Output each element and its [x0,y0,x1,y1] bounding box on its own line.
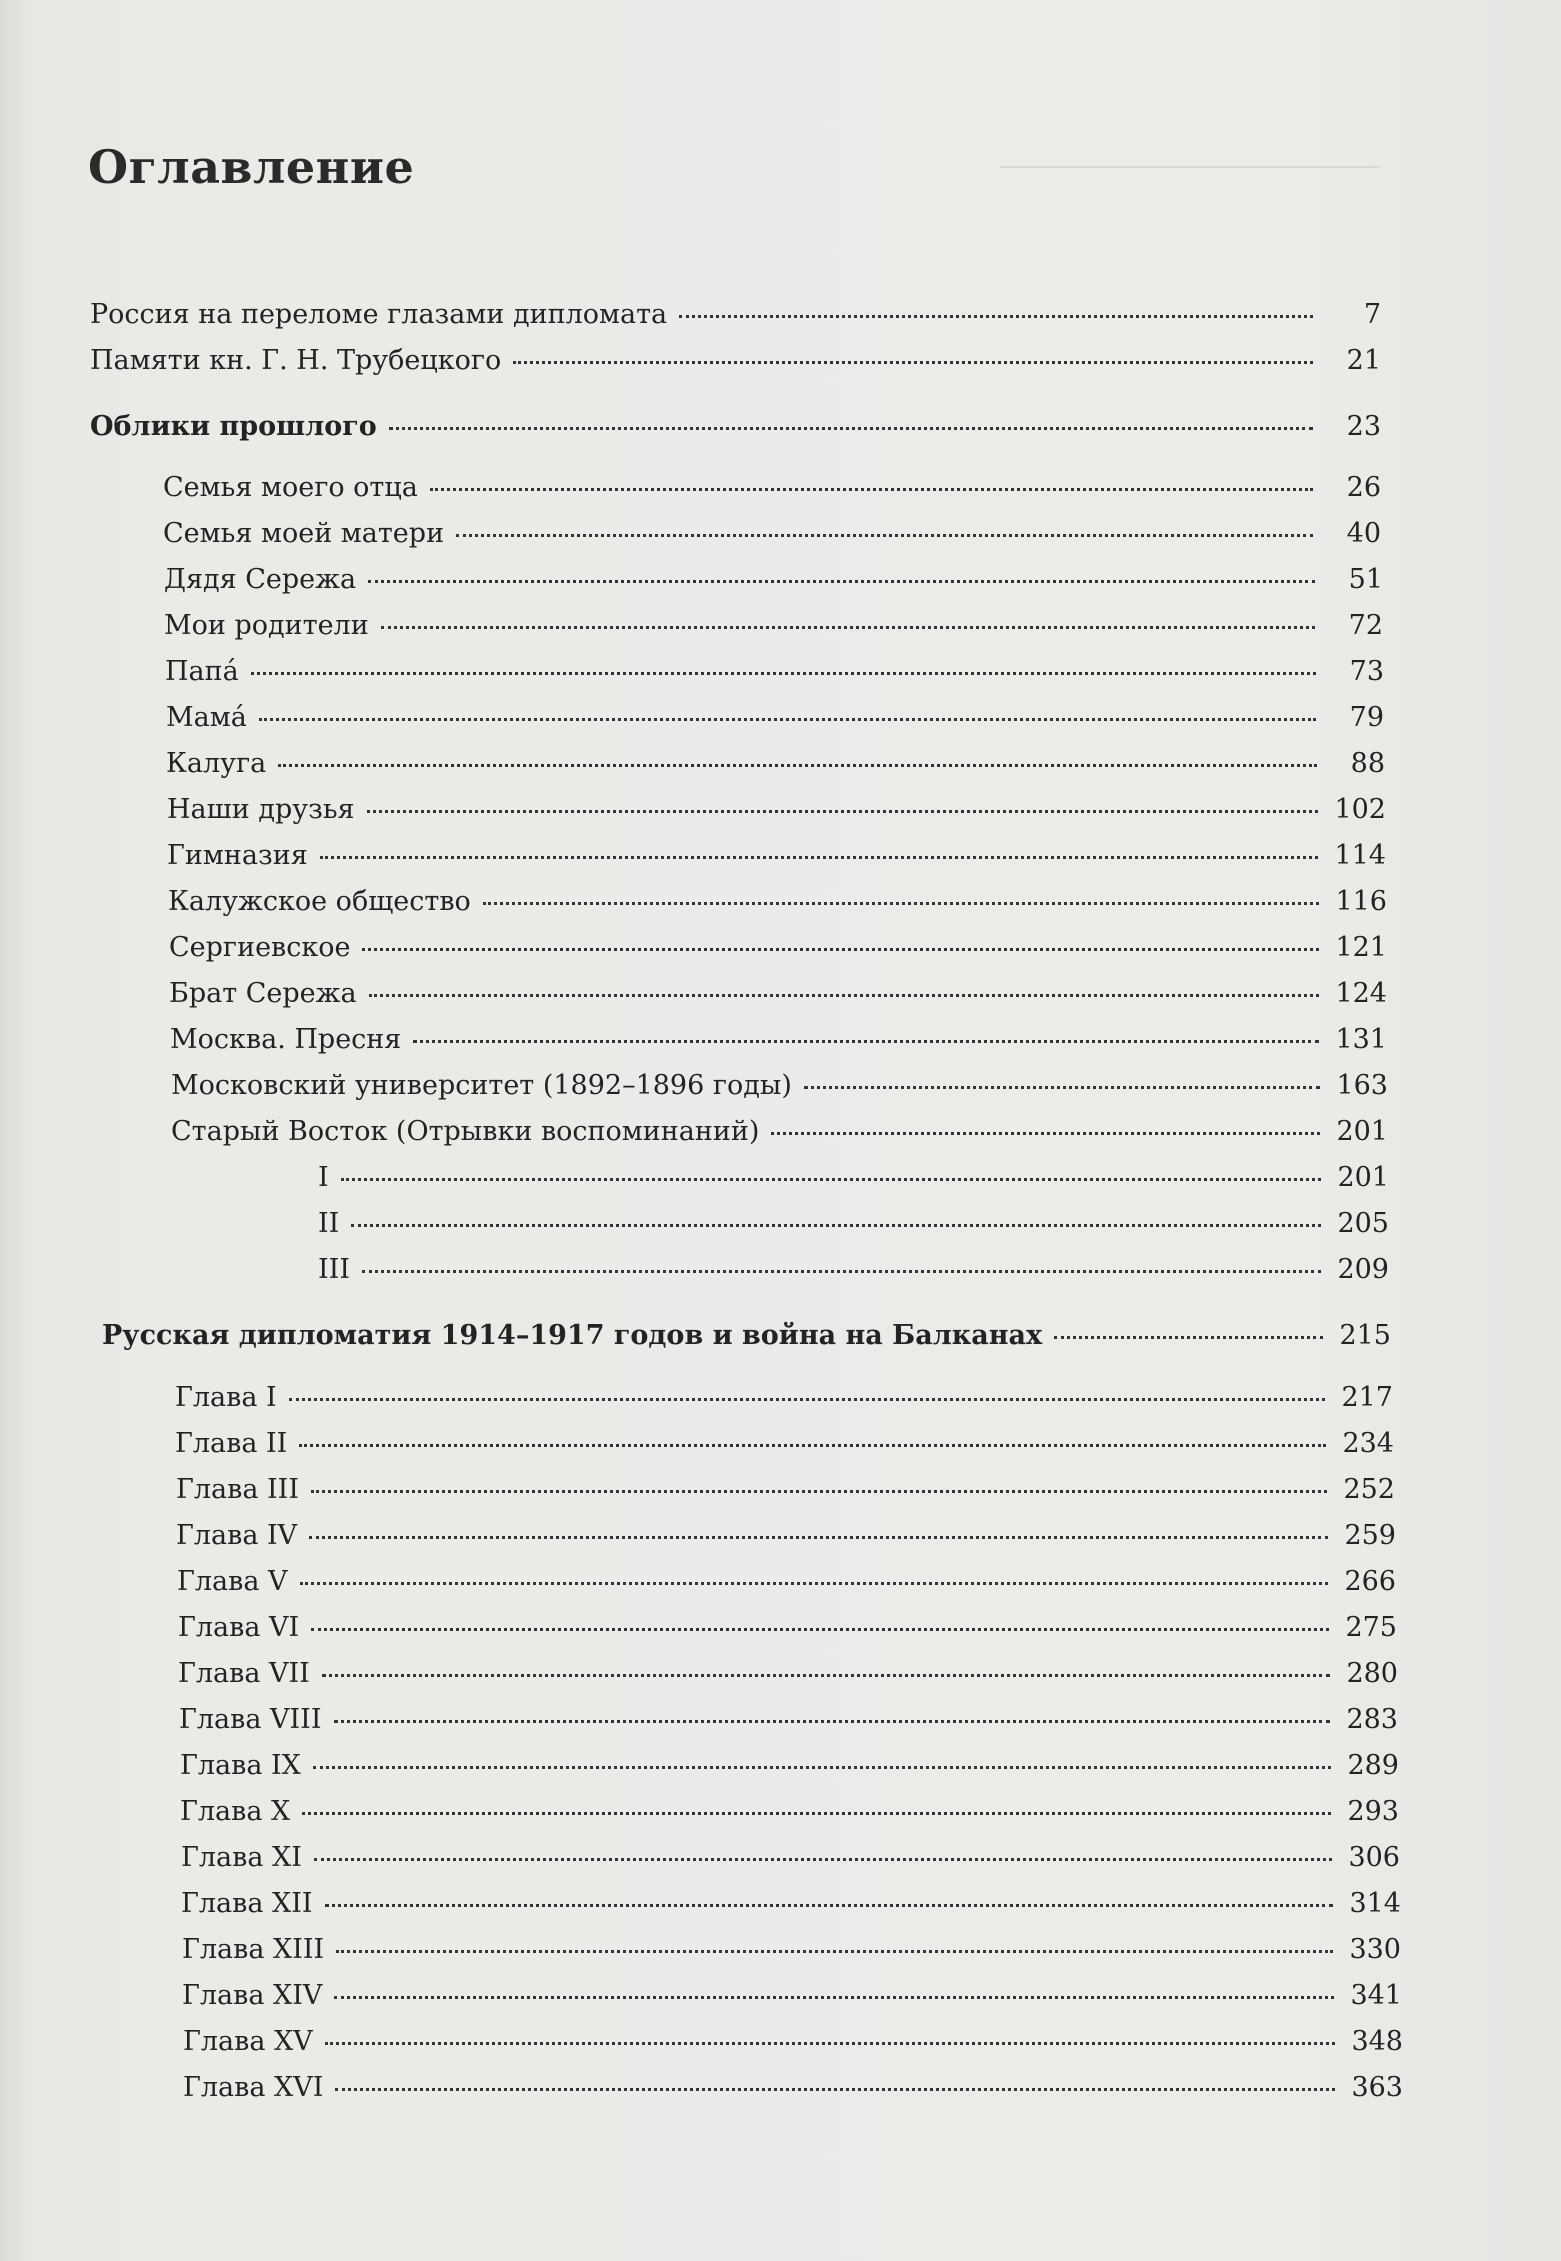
toc-page-number: 314 [1349,1888,1401,1919]
dot-leader [362,1269,1321,1273]
toc-entry [181,1886,1401,1926]
toc-page-number: 124 [1335,978,1387,1009]
dot-leader [369,993,1319,997]
toc-entry [177,1564,1396,1604]
toc-page-number: 26 [1346,472,1381,503]
toc-entry-label: Глава XI [181,1842,302,1873]
toc-entry [167,792,1386,832]
toc-page-number: 131 [1335,1024,1387,1055]
dot-leader [313,1765,1331,1769]
toc-page-number: 283 [1346,1704,1398,1735]
toc-page-number: 293 [1347,1796,1399,1827]
toc-entry [164,562,1383,602]
toc-entry [179,1702,1398,1742]
toc-entry [318,1206,1389,1246]
toc-page-number: 40 [1346,518,1381,549]
toc-page-number: 289 [1347,1750,1399,1781]
dot-leader [325,1903,1333,1907]
toc-page-number: 280 [1346,1658,1398,1689]
dot-leader [259,717,1316,721]
toc-entry [165,654,1384,694]
toc-page-number: 275 [1345,1612,1397,1643]
toc-page-number: 348 [1351,2026,1403,2057]
toc-entry-label: Брат Сережа [169,978,357,1009]
toc-page-number: 266 [1344,1566,1396,1597]
dot-leader [456,533,1313,537]
toc-page-number: 23 [1346,411,1381,442]
toc-entry-label: Семья моего отца [163,472,418,503]
toc-entry-label: Русская дипломатия 1914–1917 годов и война на Балканах [102,1320,1043,1351]
page-title: Оглавление [88,140,415,194]
toc-section-heading [102,1318,1391,1358]
dot-leader [430,487,1313,491]
toc-entry-label: Старый Восток (Отрывки воспоминаний) [171,1116,760,1147]
dot-leader [368,579,1315,583]
toc-entry [175,1380,1393,1420]
toc-entry [90,343,1381,383]
toc-entry [170,1022,1387,1062]
toc-entry-label: Глава IV [176,1520,298,1551]
dot-leader [314,1857,1332,1861]
toc-page-number: 234 [1342,1428,1394,1459]
toc-entry-label: II [318,1208,340,1239]
dot-leader [311,1489,1327,1493]
toc-entry-label: Глава XV [183,2026,313,2057]
dot-leader [362,947,1319,951]
dot-leader [289,1397,1325,1401]
toc-entry-label: Калужское общество [168,886,471,917]
dot-leader [804,1085,1320,1089]
toc-entry [318,1252,1389,1292]
toc-entry-label: Глава X [180,1796,291,1827]
toc-page-number: 102 [1334,794,1386,825]
toc-entry-label: Семья моей матери [163,518,445,549]
toc-entry-label: Глава VIII [179,1704,322,1735]
toc-entry-label: Глава II [175,1428,288,1459]
toc-page-number: 163 [1336,1070,1388,1101]
toc-page-number: 21 [1346,345,1381,376]
dot-leader [322,1673,1330,1677]
toc-entry [180,1794,1399,1834]
toc-entry [180,1748,1399,1788]
toc-entry-label: Глава XIV [182,1980,323,2011]
dot-leader [771,1131,1320,1135]
toc-entry [166,700,1384,740]
toc-entry-label: I [318,1162,329,1193]
toc-entry [167,838,1386,878]
toc-entry [169,976,1387,1016]
toc-entry [178,1610,1397,1650]
toc-entry-label: Дядя Сережа [164,564,357,595]
dot-leader [483,901,1319,905]
toc-entry [169,930,1387,970]
dot-leader [351,1223,1321,1227]
toc-entry [182,1978,1402,2018]
toc-entry [183,2070,1403,2110]
toc-entry-label: Глава IX [180,1750,301,1781]
dot-leader [336,1949,1333,1953]
toc-entry-label: Московский университет (1892–1896 годы) [171,1070,792,1101]
toc-entry [171,1068,1388,1108]
toc-entry [164,608,1383,648]
toc-entry-label: Глава V [177,1566,288,1597]
toc-section-heading [90,409,1381,449]
toc-entry-label: Глава VII [178,1658,310,1689]
toc-entry-label: Мои родители [164,610,369,641]
toc-page-number: 51 [1348,564,1383,595]
toc-entry [168,884,1387,924]
toc-entry-label: Глава III [176,1474,300,1505]
toc-page-number: 73 [1349,656,1384,687]
toc-page-number: 7 [1363,299,1381,330]
toc-entry [90,297,1381,337]
dot-leader [302,1811,1331,1815]
toc-entry-label: Мама́ [166,702,247,733]
toc-page-number: 209 [1337,1254,1389,1285]
dot-leader [334,1719,1330,1723]
dot-leader [413,1039,1319,1043]
toc-entry-label: Россия на переломе глазами дипломата [90,299,668,330]
dot-leader [278,763,1317,767]
toc-page-number: 252 [1343,1474,1395,1505]
toc-entry-label: Москва. Пресня [170,1024,402,1055]
dot-leader [381,625,1315,629]
toc-entry [183,2024,1403,2064]
toc-page-number: 341 [1350,1980,1402,2011]
toc-entry [182,1932,1401,1972]
toc-page-number: 201 [1337,1162,1389,1193]
toc-entry-label: Глава VI [178,1612,300,1643]
toc-page-number: 116 [1335,886,1387,917]
dot-leader [1054,1335,1323,1339]
toc-entry-label: Памяти кн. Г. Н. Трубецкого [90,345,502,376]
toc-page-number: 330 [1349,1934,1401,1965]
toc-entry-label: Глава XIII [182,1934,325,1965]
toc-page-number: 72 [1348,610,1383,641]
toc-entry [166,746,1385,786]
dot-leader [309,1535,1328,1539]
toc-entry [163,516,1381,556]
toc-entry [318,1160,1389,1200]
toc-page-number: 79 [1349,702,1384,733]
toc-entry-label: Глава XVI [183,2072,324,2103]
dot-leader [334,1995,1334,1999]
toc-entry [163,470,1381,510]
toc-entry-label: Наши друзья [167,794,355,825]
toc-page-number: 201 [1336,1116,1388,1147]
toc-entry-label: Облики прошлого [90,411,377,442]
dot-leader [513,360,1313,364]
toc-page-number: 215 [1339,1320,1391,1351]
toc-entry [171,1114,1388,1154]
toc-page-number: 306 [1348,1842,1400,1873]
dot-leader [341,1177,1321,1181]
toc-entry-label: Сергиевское [169,932,351,963]
dot-leader [325,2041,1335,2045]
dot-leader [299,1443,1326,1447]
dot-leader [679,314,1313,318]
dot-leader [389,426,1313,430]
toc-entry-label: Глава XII [181,1888,313,1919]
dot-leader [335,2087,1335,2091]
toc-page-number: 363 [1351,2072,1403,2103]
dot-leader [300,1581,1328,1585]
dot-leader [311,1627,1329,1631]
dot-leader [251,671,1316,675]
toc-entry [176,1518,1396,1558]
toc-entry-label: III [318,1254,350,1285]
dot-leader [367,809,1318,813]
dot-leader [320,855,1318,859]
toc-entry-label: Гимназия [167,840,308,871]
toc-page-number: 205 [1337,1208,1389,1239]
toc-entry [176,1472,1395,1512]
toc-page-number: 121 [1335,932,1387,963]
toc-entry-label: Калуга [166,748,267,779]
toc-page-number: 114 [1334,840,1386,871]
toc-entry-label: Глава I [175,1382,277,1413]
toc-entry-label: Папа́ [165,656,239,687]
toc-page-number: 88 [1350,748,1385,779]
toc-page-number: 217 [1341,1382,1393,1413]
toc-entry [181,1840,1400,1880]
toc-page-number: 259 [1344,1520,1396,1551]
toc-entry [175,1426,1394,1466]
toc-entry [178,1656,1398,1696]
